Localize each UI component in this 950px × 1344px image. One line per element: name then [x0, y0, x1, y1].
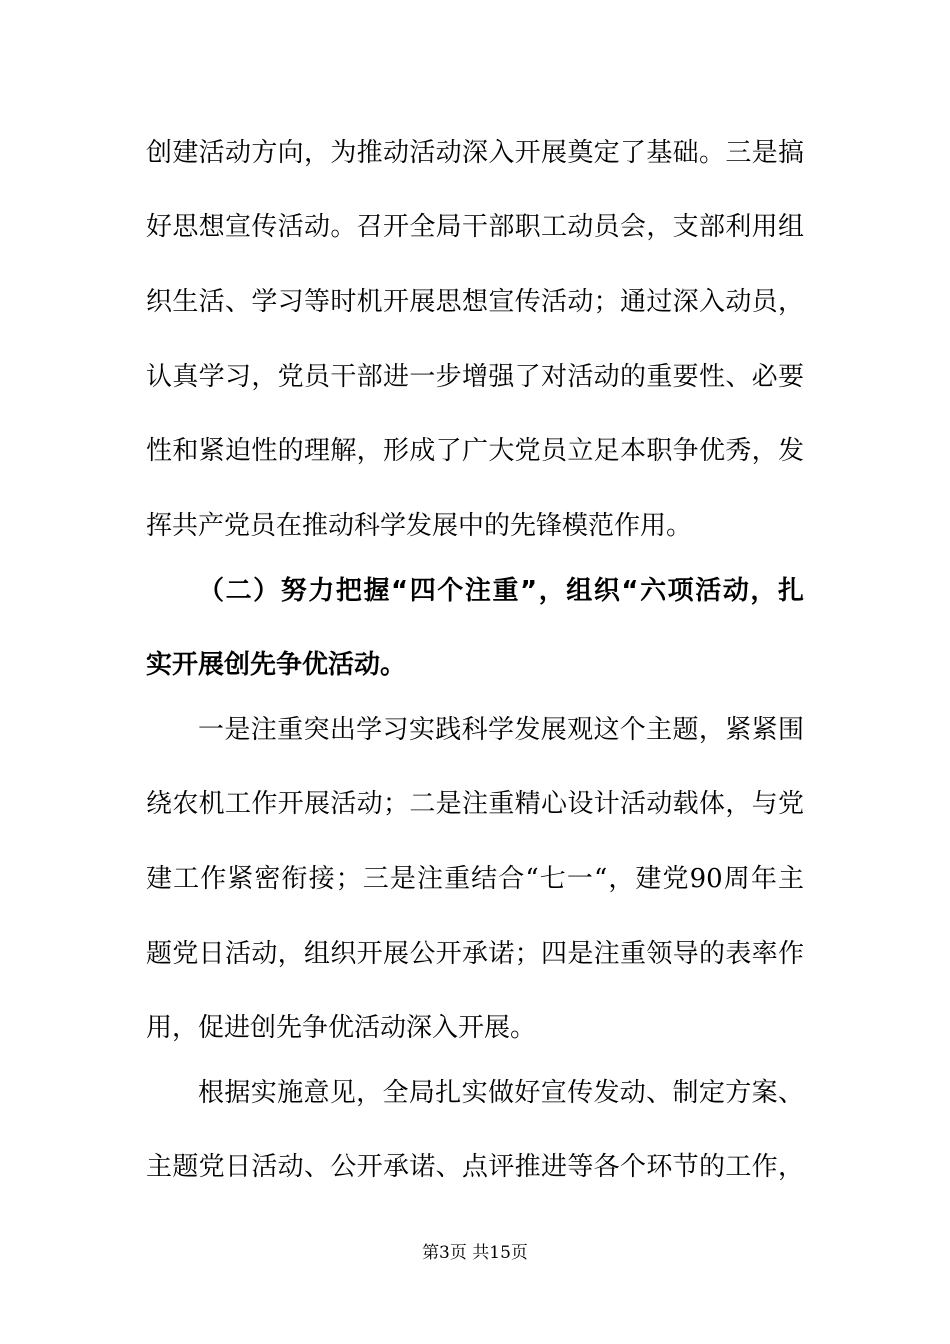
paragraph-line: 创建活动方向，为推动活动深入开展奠定了基础。三是搞	[146, 138, 804, 168]
paragraph-line: 认真学习，党员干部进一步增强了对活动的重要性、必要	[146, 362, 804, 392]
paragraph-line: 好思想宣传活动。召开全局干部职工动员会，支部利用组	[146, 212, 804, 242]
section-heading-line: （二）努力把握“四个注重”，组织“六项活动，扎	[198, 576, 804, 606]
page-number-footer: 第3页 共15页	[422, 1243, 528, 1263]
paragraph-line: 性和紧迫性的理解，形成了广大党员立足本职争优秀，发	[146, 436, 804, 466]
paragraph-line: 绕农机工作开展活动；二是注重精心设计活动载体，与党	[146, 789, 804, 819]
paragraph-line: 一是注重突出学习实践科学发展观这个主题，紧紧围	[198, 715, 804, 745]
paragraph-line: 挥共产党员在推动科学发展中的先锋模范作用。	[146, 511, 693, 541]
paragraph-line: 主题党日活动、公开承诺、点评推进等各个环节的工作，	[146, 1152, 804, 1182]
section-heading-line: 实开展创先争优活动。	[146, 650, 407, 680]
paragraph-line: 建工作紧密衔接；三是注重结合“七一“，建党90周年主	[146, 864, 804, 894]
paragraph-line: 根据实施意见，全局扎实做好宣传发动、制定方案、	[198, 1078, 804, 1108]
paragraph-line: 织生活、学习等时机开展思想宣传活动；通过深入动员，	[146, 287, 804, 317]
paragraph-line: 题党日活动，组织开展公开承诺；四是注重领导的表率作	[146, 939, 804, 969]
paragraph-line: 用，促进创先争优活动深入开展。	[146, 1013, 537, 1043]
